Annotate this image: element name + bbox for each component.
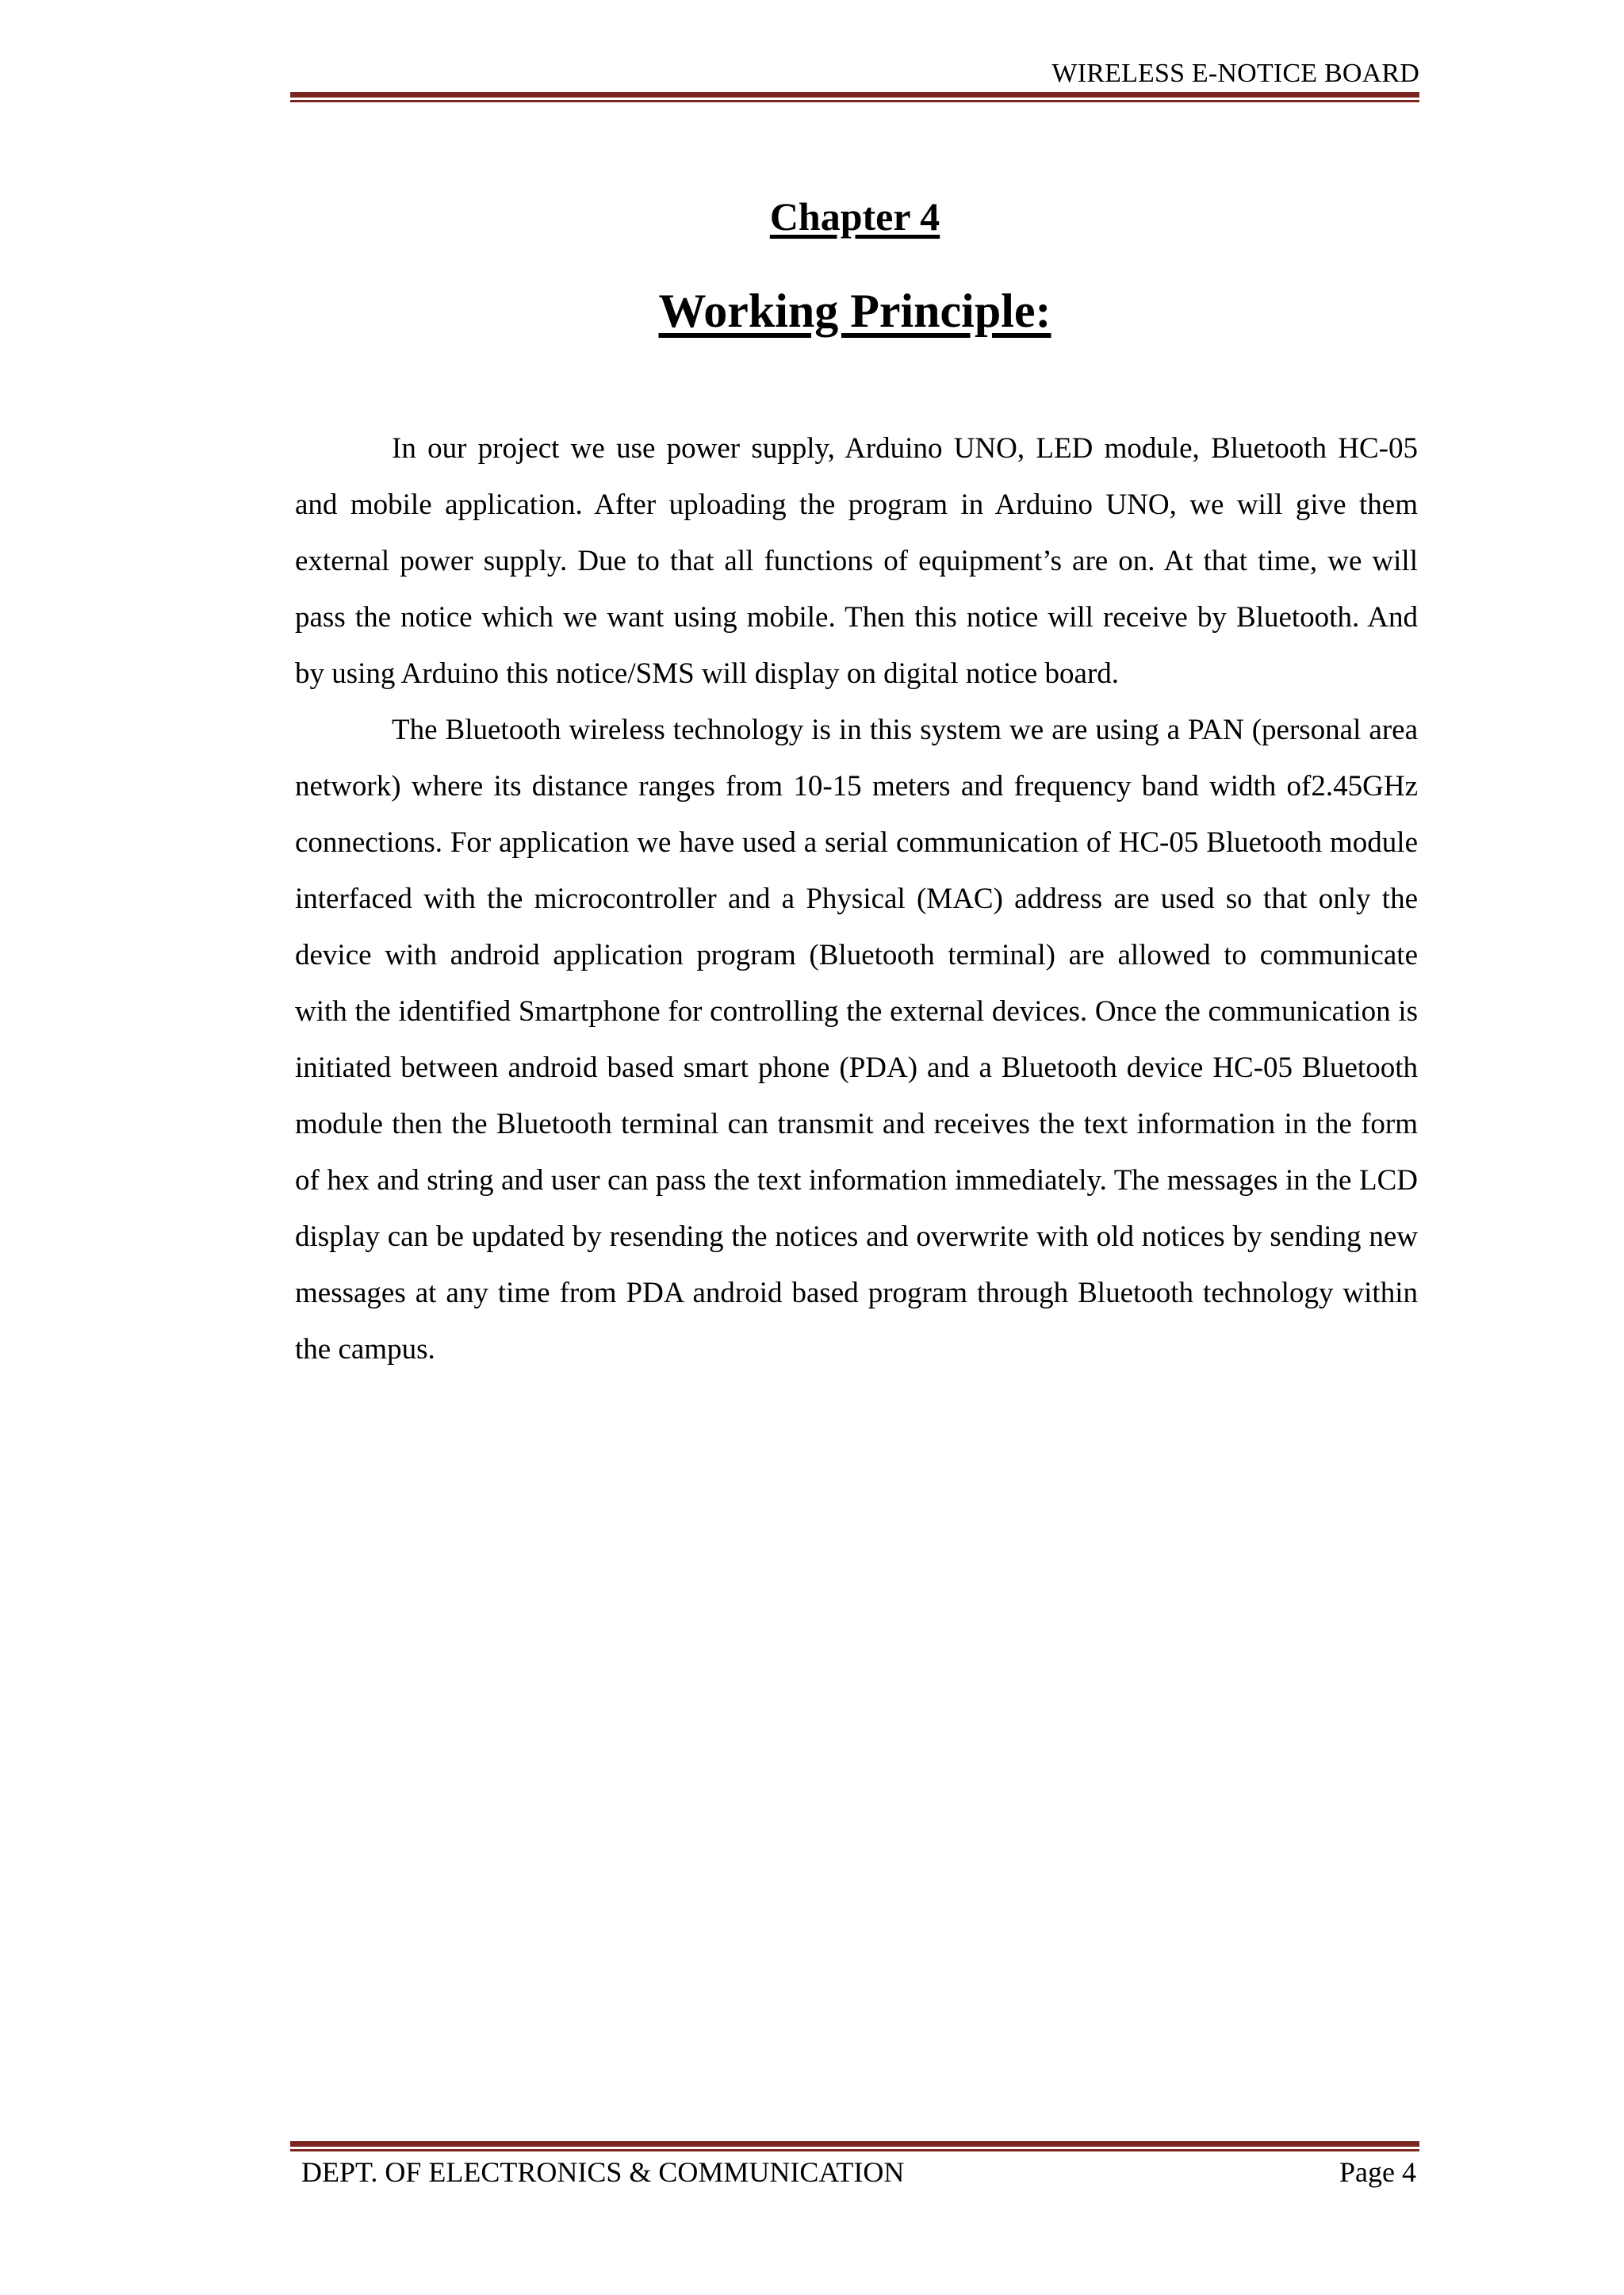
- running-header: WIRELESS E-NOTICE BOARD: [1051, 59, 1419, 88]
- footer-department: DEPT. OF ELECTRONICS & COMMUNICATION: [301, 2156, 905, 2188]
- footer-rule: [290, 2141, 1419, 2151]
- paragraph: In our project we use power supply, Arduino UNO, LED module, Bluetooth HC-05 and mobile application. After uploading the program in Arduino UNO, we will give them external power supply. Due to that all functions of equipment’s are on. At that time, we will pass the notice which we want using mobile. Then this notice will receive by Bluetooth. And by using Arduino this notice/SMS will display on digital notice board.: [295, 432, 1418, 690]
- chapter-label: Chapter 4: [769, 194, 940, 239]
- page-number: Page 4: [1339, 2156, 1416, 2188]
- header-rule: [290, 92, 1419, 102]
- section-title: Working Principle:: [658, 285, 1051, 337]
- body-text: [295, 420, 1418, 1377]
- paragraph: The Bluetooth wireless technology is in this system we are using a PAN (personal area network) where its distance ranges from 10-15 meters and frequency band width of2.45GHz connections. For application we have used a serial communication of HC-05 Bluetooth module interfaced with the microcontroller and a Physical (MAC) address are used so that only the device with android application program (Bluetooth terminal) are allowed to communicate with the identified Smartphone for controlling the external devices. Once the communication is initiated between android based smart phone (PDA) and a Bluetooth device HC-05 Bluetooth module then the Bluetooth terminal can transmit and receives the text information in the form of hex and string and user can pass the text information immediately. The messages in the LCD display can be updated by resending the notices and overwrite with old notices by sending new messages at any time from PDA android based program through Bluetooth technology within the campus.: [295, 714, 1418, 1366]
